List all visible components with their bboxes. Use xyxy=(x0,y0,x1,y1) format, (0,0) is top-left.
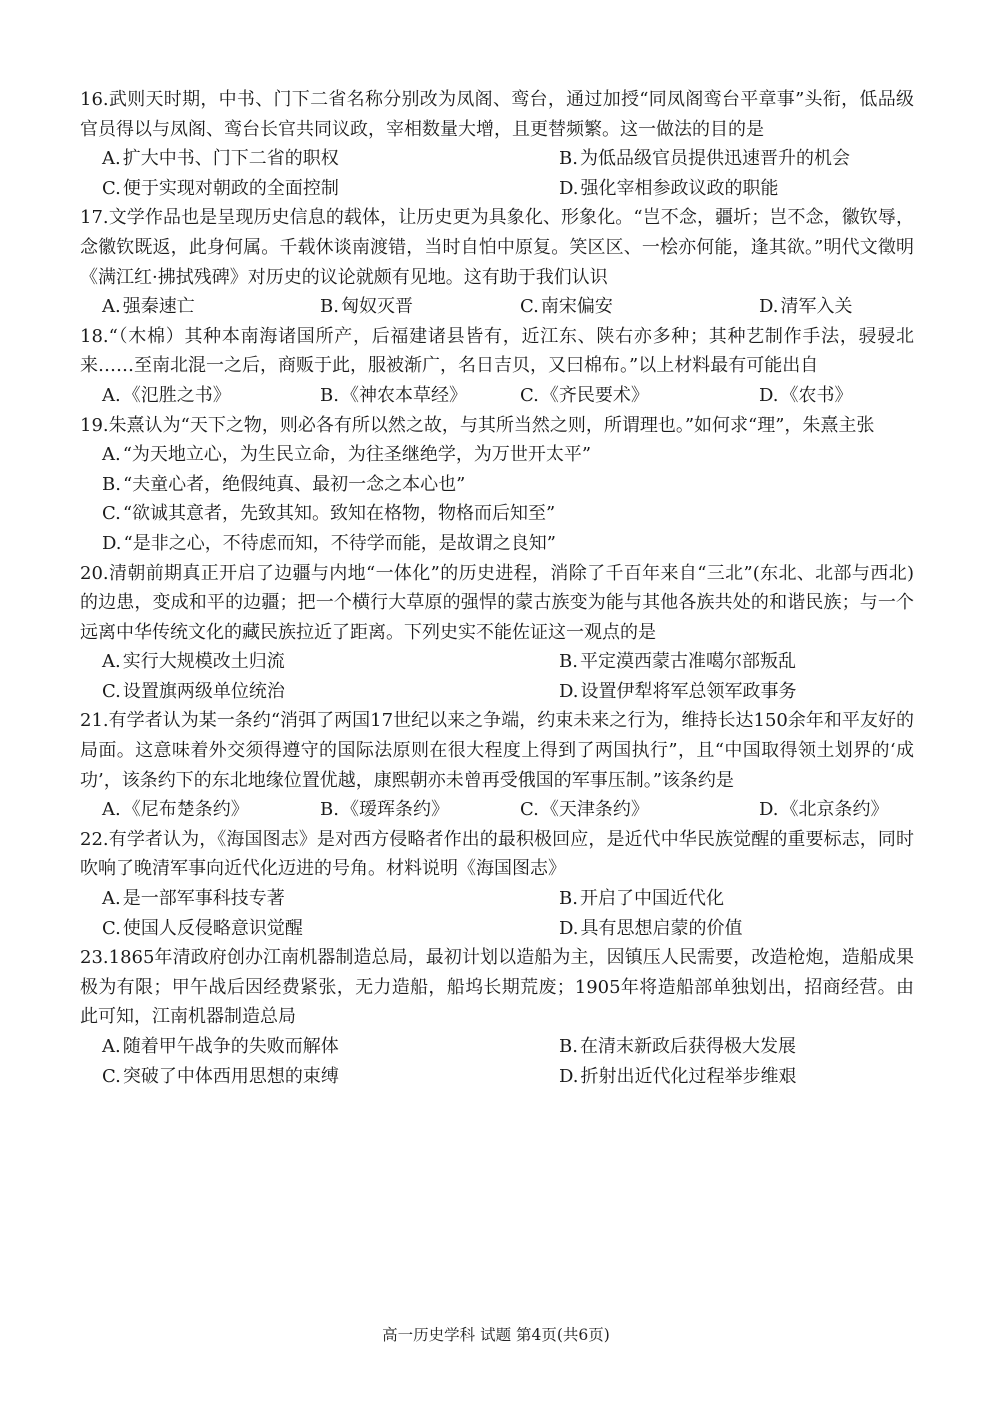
option-a xyxy=(80,381,298,411)
option-text: 随着甲午战争的失败而解体 xyxy=(122,1036,339,1057)
option-c xyxy=(80,677,537,707)
option-c xyxy=(80,1062,537,1092)
option-letter: C. xyxy=(102,917,121,939)
option-b xyxy=(537,144,914,174)
question-stem: 20.清朝前期真正开启了边疆与内地“一体化”的历史进程，消除了千百年来自“三北”(东北、北部与西北)的边患，变成和平的边疆；把一个横行大草原的强悍的蒙古族变为能与其他各族共处的和谐民族；与一个远离中华传统文化的藏民族拉近了距离。下列史实不能佐证这一观点的是 xyxy=(80,562,914,643)
option-text: 设置伊犁将军总领军政事务 xyxy=(580,680,797,702)
option-c xyxy=(80,499,914,529)
option-letter: C. xyxy=(102,503,121,525)
question-stem: 17.文学作品也是呈现历史信息的载体，让历史更为具象化、形象化。“岂不念，疆圻；岂不念，徽钦辱，念徽钦既返，此身何属。千载休谈南渡错，当时自怕中原复。笑区区、一桧亦何能，逢其欲。”明代文徵明《满江红·拂拭残碑》对历史的议论就颇有见地。这有助于我们认识 xyxy=(80,207,914,288)
option-b xyxy=(537,884,914,914)
option-letter: D. xyxy=(559,177,579,199)
option-d xyxy=(537,914,914,944)
question-22 xyxy=(80,825,914,943)
option-letter: D. xyxy=(559,680,579,702)
option-d xyxy=(737,795,914,825)
option-text: 清军入关 xyxy=(780,296,853,318)
question-stem: 19.朱熹认为“天下之物，则必各有所以然之故，与其所当然之则，所谓理也。”如何求“理”，朱熹主张 xyxy=(80,414,875,436)
option-letter: C. xyxy=(520,296,539,318)
option-letter: C. xyxy=(102,680,121,702)
option-text: 《天津条约》 xyxy=(540,799,649,821)
option-letter: A. xyxy=(102,444,121,466)
question-stem: 23.1865年清政府创办江南机器制造总局，最初计划以造船为主，因镇压人民需要，改造枪炮，造船成果极为有限；甲午战后因经费紧张，无力造船，船坞长期荒废；1905年将造船部单独划出，招商经营。由此可知，江南机器制造总局 xyxy=(80,947,914,1028)
option-text: 《齐民要术》 xyxy=(540,384,649,406)
option-b xyxy=(298,381,498,411)
option-text: “欲诚其意者，先致其知。致知在格物，物格而后知至” xyxy=(122,503,556,525)
option-letter: A. xyxy=(102,296,121,318)
option-text: “夫童心者，绝假纯真、最初一念之本心也” xyxy=(122,473,466,495)
option-a xyxy=(80,884,537,914)
option-a xyxy=(80,795,298,825)
option-letter: C. xyxy=(520,384,539,406)
option-letter: B. xyxy=(320,799,339,821)
option-text: 南宋偏安 xyxy=(540,296,613,318)
option-letter: B. xyxy=(320,296,339,318)
option-text: 具有思想启蒙的价值 xyxy=(580,917,743,939)
option-letter: C. xyxy=(520,799,539,821)
option-letter: A. xyxy=(102,799,121,821)
option-text: “是非之心，不待虑而知，不待学而能，是故谓之良知” xyxy=(123,532,556,554)
option-b xyxy=(80,470,914,500)
option-b xyxy=(298,292,498,322)
question-list xyxy=(80,85,914,1091)
option-letter: D. xyxy=(759,384,779,406)
option-a xyxy=(80,1032,537,1062)
option-text: 《瑷珲条约》 xyxy=(340,799,449,821)
option-letter: D. xyxy=(559,917,579,939)
option-b xyxy=(537,1032,914,1062)
option-c xyxy=(80,914,537,944)
option-text: 强秦速亡 xyxy=(122,296,195,318)
option-text: 突破了中体西用思想的束缚 xyxy=(122,1065,339,1087)
option-text: 强化宰相参政议政的职能 xyxy=(580,177,779,199)
option-text: 开启了中国近代化 xyxy=(579,888,724,910)
option-letter: A. xyxy=(102,888,121,910)
option-text: “为天地立心，为生民立命，为往圣继绝学，为万世开太平” xyxy=(122,444,592,466)
option-d xyxy=(537,677,914,707)
option-c xyxy=(80,174,537,204)
option-text: 扩大中书、门下二省的职权 xyxy=(122,148,339,170)
option-letter: A. xyxy=(102,651,121,673)
option-c xyxy=(498,795,737,825)
option-list xyxy=(80,1032,914,1091)
option-list xyxy=(80,292,914,322)
option-list xyxy=(80,381,914,411)
option-letter: B. xyxy=(102,473,121,495)
option-letter: D. xyxy=(102,532,122,554)
option-text: 《北京条约》 xyxy=(780,799,889,821)
option-list xyxy=(80,884,914,943)
option-letter: D. xyxy=(559,1065,579,1087)
option-list xyxy=(80,647,914,706)
option-text: 是一部军事科技专著 xyxy=(122,888,285,910)
option-text: 匈奴灭晋 xyxy=(340,296,413,318)
option-b xyxy=(537,647,914,677)
question-stem: 21.有学者认为某一条约“消弭了两国17世纪以来之争端，约束未来之行为，维持长达150余年和平友好的局面。这意味着外交须得遵守的国际法原则在很大程度上得到了两国执行”，且“中国取得领土划界的‘成功’，该条约下的东北地缘位置优越，康熙朝亦未曾再受俄国的军事压制。”该条约是 xyxy=(80,710,914,791)
option-letter: A. xyxy=(102,148,121,170)
option-c xyxy=(498,292,737,322)
option-b xyxy=(298,795,498,825)
option-a xyxy=(80,144,537,174)
page-footer: 高一历史学科 试题 第4页(共6页) xyxy=(382,1326,610,1344)
option-letter: B. xyxy=(559,651,578,673)
question-19 xyxy=(80,411,914,559)
option-letter: C. xyxy=(102,1065,121,1087)
option-list xyxy=(80,144,914,203)
option-text: 《农书》 xyxy=(780,384,853,406)
option-letter: A. xyxy=(102,384,121,406)
question-17 xyxy=(80,203,914,321)
option-a xyxy=(80,647,537,677)
option-letter: B. xyxy=(559,148,578,170)
option-letter: C. xyxy=(102,177,121,199)
option-text: 《氾胜之书》 xyxy=(122,384,231,406)
option-d xyxy=(737,292,914,322)
option-letter: D. xyxy=(759,296,779,318)
option-text: 《神农本草经》 xyxy=(340,384,467,406)
option-text: 设置旗两级单位统治 xyxy=(122,680,285,702)
option-text: 折射出近代化过程举步维艰 xyxy=(580,1065,797,1087)
option-letter: A. xyxy=(102,1036,121,1057)
option-list xyxy=(80,795,914,825)
option-text: 便于实现对朝政的全面控制 xyxy=(122,177,339,199)
question-18 xyxy=(80,322,914,411)
option-letter: B. xyxy=(559,888,578,910)
option-text: 使国人反侵略意识觉醒 xyxy=(122,917,303,939)
option-text: 为低品级官员提供迅速晋升的机会 xyxy=(579,148,850,170)
option-text: 在清末新政后获得极大发展 xyxy=(579,1036,796,1057)
question-stem: 16.武则天时期，中书、门下二省名称分别改为凤阁、鸾台，通过加授“同凤阁鸾台平章事”头衔，低品级官员得以与凤阁、鸾台长官共同议政，宰相数量大增，且更替频繁。这一做法的目的是 xyxy=(80,89,914,140)
option-a xyxy=(80,440,914,470)
question-20 xyxy=(80,559,914,707)
option-c xyxy=(498,381,737,411)
option-list xyxy=(80,440,914,558)
question-23 xyxy=(80,943,914,1091)
question-stem: 18.“（木棉）其种本南海诸国所产，后福建诸县皆有，近江东、陕右亦多种；其种艺制作手法，骎骎北来……至南北混一之后，商贩于此，服被渐广，名日吉贝，又曰棉布。”以上材料最有可能出自 xyxy=(80,325,914,377)
option-letter: D. xyxy=(759,799,779,821)
option-text: 《尼布楚条约》 xyxy=(122,799,249,821)
question-16 xyxy=(80,85,914,203)
option-a xyxy=(80,292,298,322)
option-d xyxy=(737,381,914,411)
option-text: 平定漠西蒙古准噶尔部叛乱 xyxy=(579,651,796,673)
question-stem: 22.有学者认为，《海国图志》是对西方侵略者作出的最积极回应，是近代中华民族觉醒的重要标志，同时吹响了晚清军事向近代化迈进的号角。材料说明《海国图志》 xyxy=(80,828,914,880)
option-d xyxy=(80,529,914,559)
question-21 xyxy=(80,706,914,824)
option-letter: B. xyxy=(320,384,339,406)
option-letter: B. xyxy=(559,1036,578,1057)
option-text: 实行大规模改土归流 xyxy=(122,651,285,673)
option-d xyxy=(537,174,914,204)
option-d xyxy=(537,1062,914,1092)
